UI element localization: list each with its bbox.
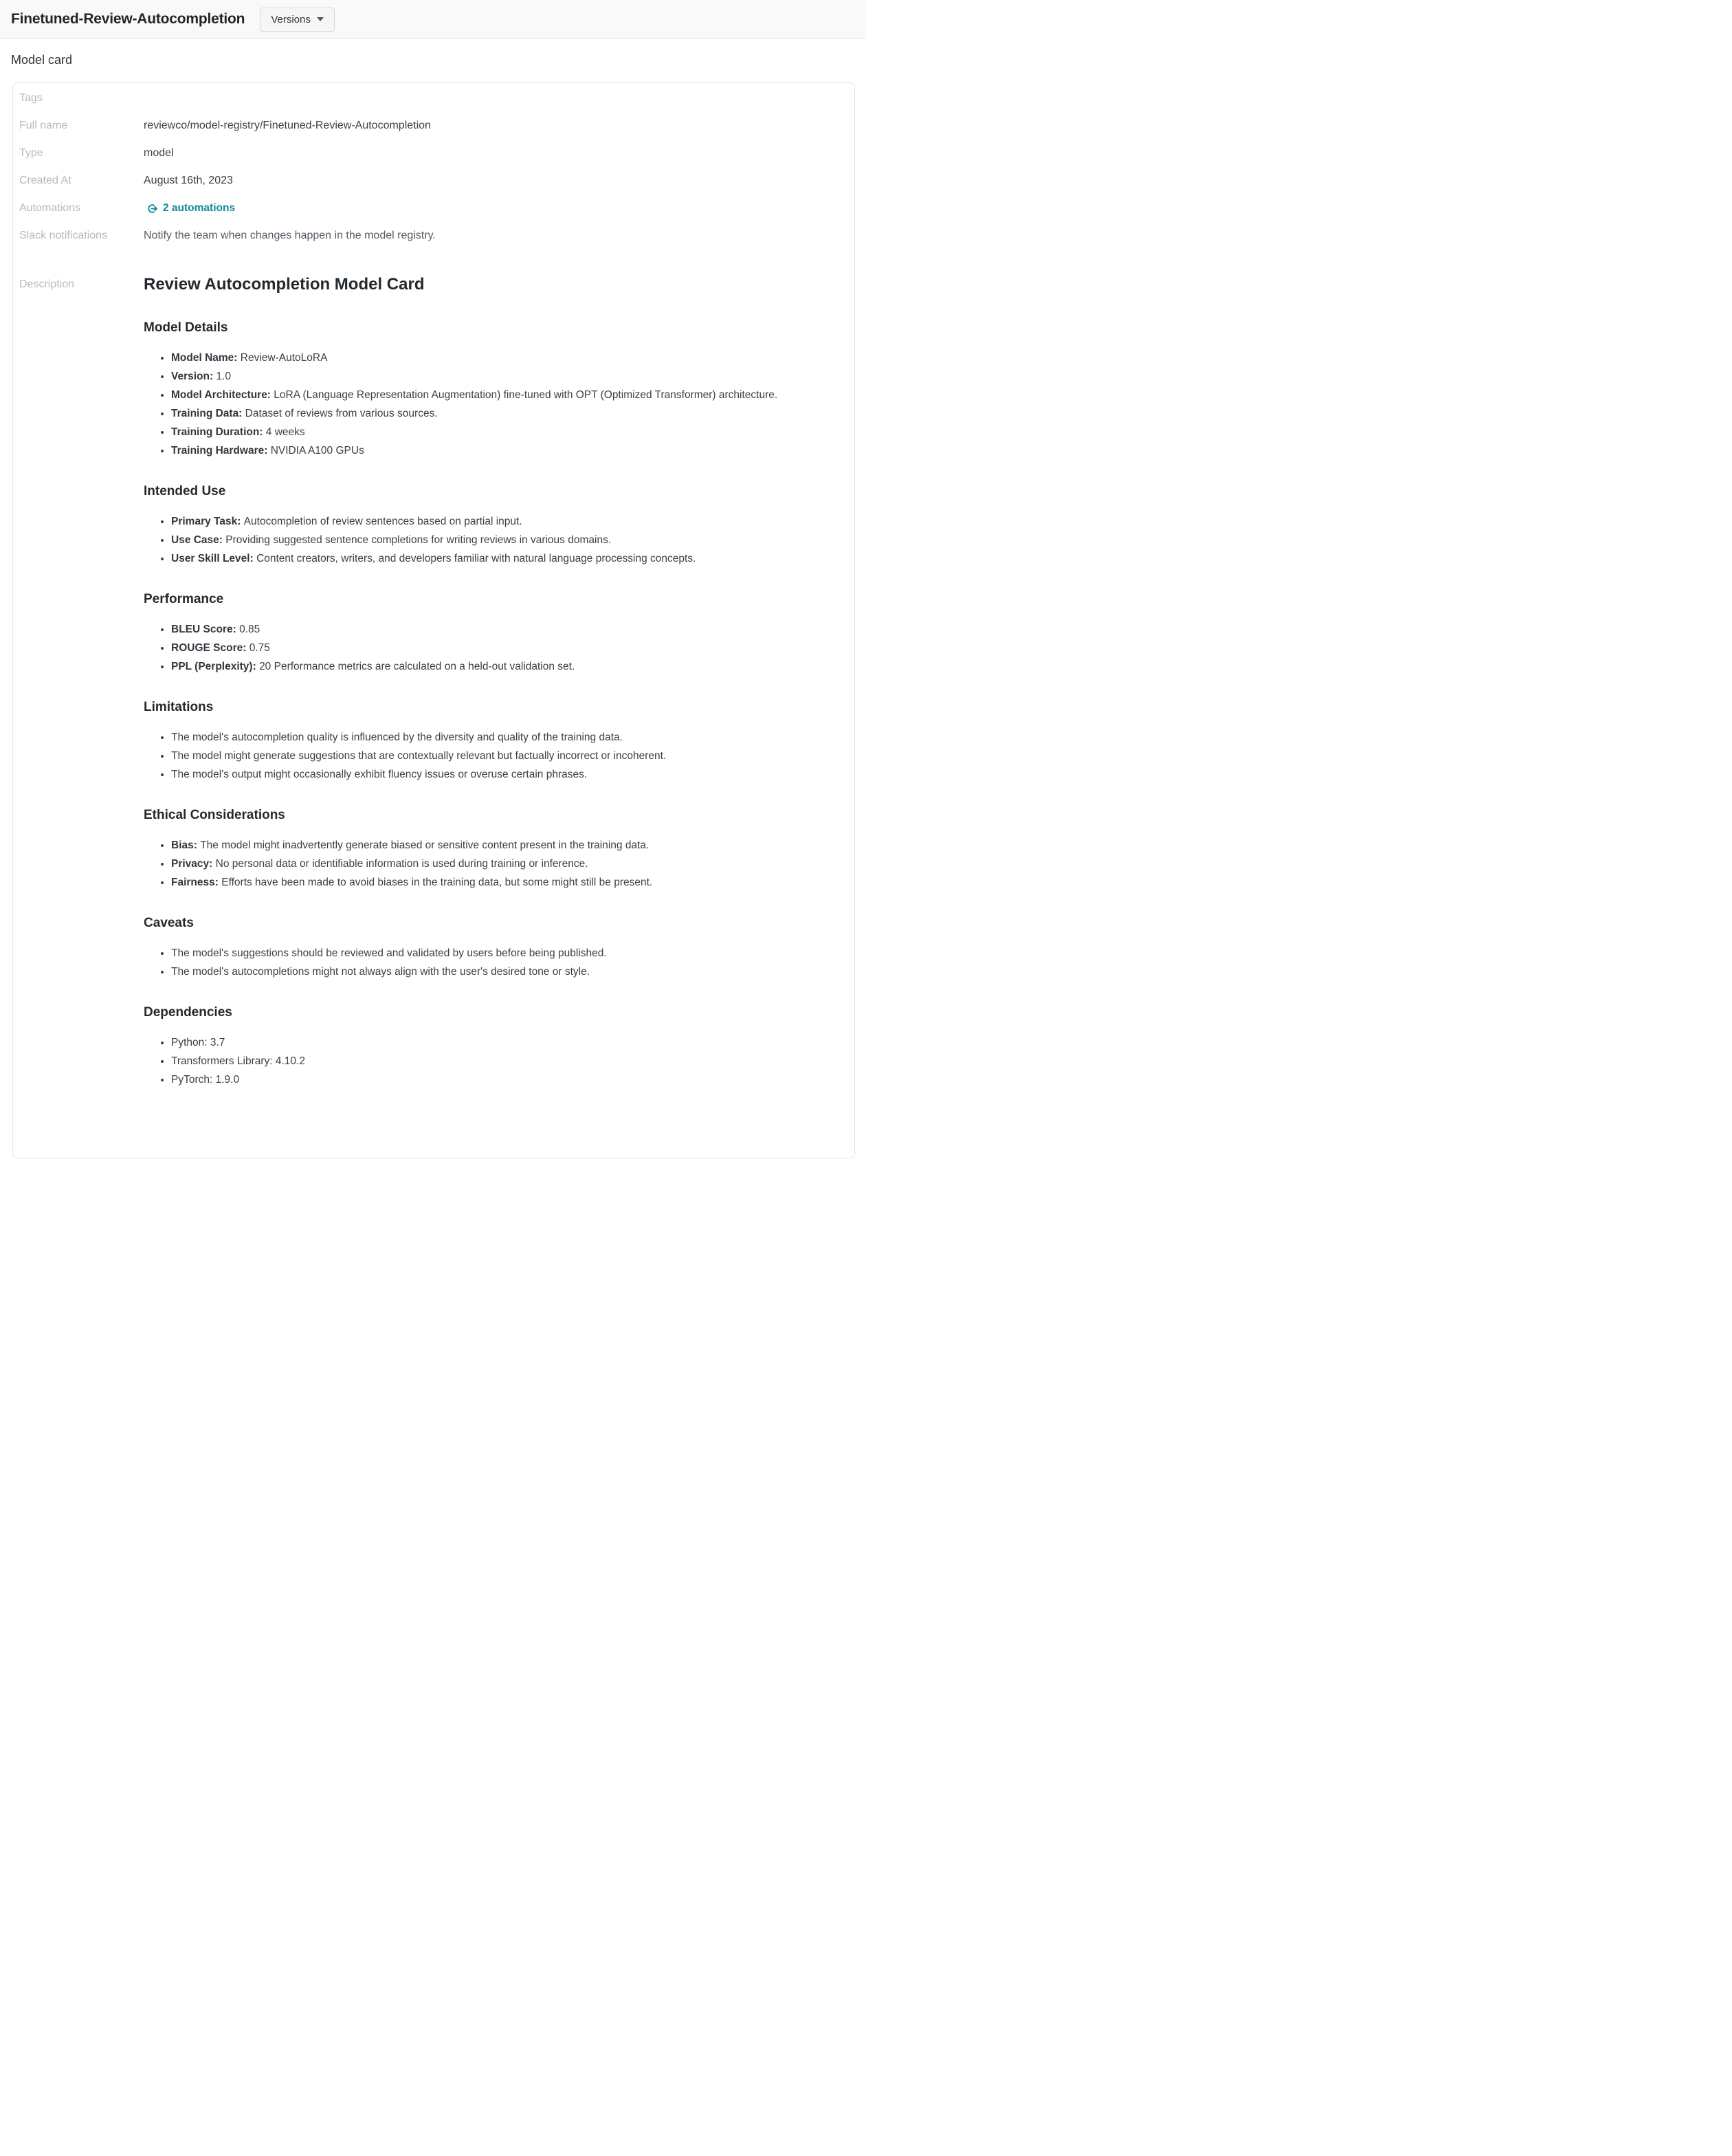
section-bullet-list <box>144 349 838 460</box>
description-section <box>144 806 838 892</box>
automations-link[interactable] <box>146 202 235 214</box>
field-row-slack <box>19 222 838 250</box>
field-row-created-at <box>19 167 838 195</box>
description-section <box>144 319 838 460</box>
description-section <box>144 914 838 981</box>
description-bullet: • The model's autocompletions might not always align with the user's desired tone or style. <box>171 962 838 981</box>
description-bullet: • Privacy: No personal data or identifiable information is used during training or inference. <box>171 855 838 873</box>
section-bullet-list <box>144 944 838 981</box>
description-bullet: • Bias: The model might inadvertently generate biased or sensitive content present in the training data. <box>171 836 838 855</box>
description-section <box>144 483 838 568</box>
description-bullet: • PPL (Perplexity): 20 Performance metrics are calculated on a held-out validation set. <box>171 657 838 676</box>
description-label: Description <box>19 278 75 290</box>
section-heading: Caveats <box>144 916 194 930</box>
description-bullet: • The model's output might occasionally exhibit fluency issues or overuse certain phrases. <box>171 765 838 784</box>
section-heading: Performance <box>144 592 224 606</box>
description-markdown <box>144 273 838 1116</box>
description-bullet: • PyTorch: 1.9.0 <box>171 1070 838 1089</box>
full-name-value: reviewco/model-registry/Finetuned-Review-Autocompletion <box>144 120 431 131</box>
created-at-value: August 16th, 2023 <box>144 175 233 186</box>
section-bullet-list <box>144 620 838 676</box>
description-bullet: • User Skill Level: Content creators, writers, and developers familiar with natural language processing concepts. <box>171 549 838 568</box>
slack-notifications-label: Slack notifications <box>19 230 108 241</box>
description-bullet: • Training Data: Dataset of reviews from various sources. <box>171 404 838 423</box>
chevron-down-icon <box>317 17 324 21</box>
section-heading: Model Details <box>144 320 228 335</box>
description-bullet: • Model Architecture: LoRA (Language Representation Augmentation) fine-tuned with OPT (Optimized Transformer) architecture. <box>171 386 838 404</box>
section-bullet-list <box>144 512 838 568</box>
description-bullet: • Model Name: Review-AutoLoRA <box>171 349 838 367</box>
automation-arrow-icon <box>146 203 158 214</box>
description-doc-title: Review Autocompletion Model Card <box>144 275 425 294</box>
model-card-panel <box>12 82 855 1158</box>
section-heading: Ethical Considerations <box>144 808 285 822</box>
section-heading: Intended Use <box>144 484 226 498</box>
description-bullet: • Training Hardware: NVIDIA A100 GPUs <box>171 441 838 460</box>
section-heading: Limitations <box>144 700 214 714</box>
header-bar <box>0 0 866 39</box>
description-bullet: • The model might generate suggestions that are contextually relevant but factually incorrect or incoherent. <box>171 747 838 765</box>
description-sections <box>144 319 838 1089</box>
description-section <box>144 591 838 676</box>
description-bullet: • The model's autocompletion quality is influenced by the diversity and quality of the training data. <box>171 728 838 747</box>
created-at-label: Created At <box>19 175 71 186</box>
type-label: Type <box>19 147 43 159</box>
type-value: model <box>144 147 174 159</box>
section-bullet-list <box>144 836 838 892</box>
description-section <box>144 1004 838 1089</box>
model-registry-page <box>0 0 866 1086</box>
description-bullet: • Python: 3.7 <box>171 1033 838 1052</box>
versions-button[interactable] <box>260 8 335 32</box>
section-bullet-list <box>144 1033 838 1089</box>
description-bullet: • ROUGE Score: 0.75 <box>171 639 838 657</box>
section-bullet-list <box>144 728 838 784</box>
description-bullet: • Training Duration: 4 weeks <box>171 423 838 441</box>
description-bullet: • Primary Task: Autocompletion of review sentences based on partial input. <box>171 512 838 531</box>
description-bullet: • Transformers Library: 4.10.2 <box>171 1052 838 1070</box>
field-row-type <box>19 140 838 167</box>
versions-button-label: Versions <box>271 13 311 25</box>
model-card-section-title: Model card <box>11 53 73 67</box>
tags-label: Tags <box>19 92 43 104</box>
full-name-label: Full name <box>19 120 68 131</box>
description-bullet: • Use Case: Providing suggested sentence completions for writing reviews in various domains. <box>171 531 838 549</box>
field-row-automations <box>19 195 838 222</box>
description-section <box>144 698 838 784</box>
description-bullet: • Fairness: Efforts have been made to avoid biases in the training data, but some might still be present. <box>171 873 838 892</box>
field-row-description <box>19 273 838 1116</box>
field-row-tags <box>19 85 838 112</box>
slack-notifications-value: Notify the team when changes happen in the model registry. <box>144 230 436 241</box>
description-bullet: • BLEU Score: 0.85 <box>171 620 838 639</box>
section-heading: Dependencies <box>144 1005 232 1020</box>
field-row-full-name <box>19 112 838 140</box>
automations-link-text: 2 automations <box>163 202 236 214</box>
description-bullet: • The model's suggestions should be reviewed and validated by users before being published. <box>171 944 838 962</box>
description-bullet: • Version: 1.0 <box>171 367 838 386</box>
automations-label: Automations <box>19 202 80 214</box>
page-title: Finetuned-Review-Autocompletion <box>11 11 245 27</box>
